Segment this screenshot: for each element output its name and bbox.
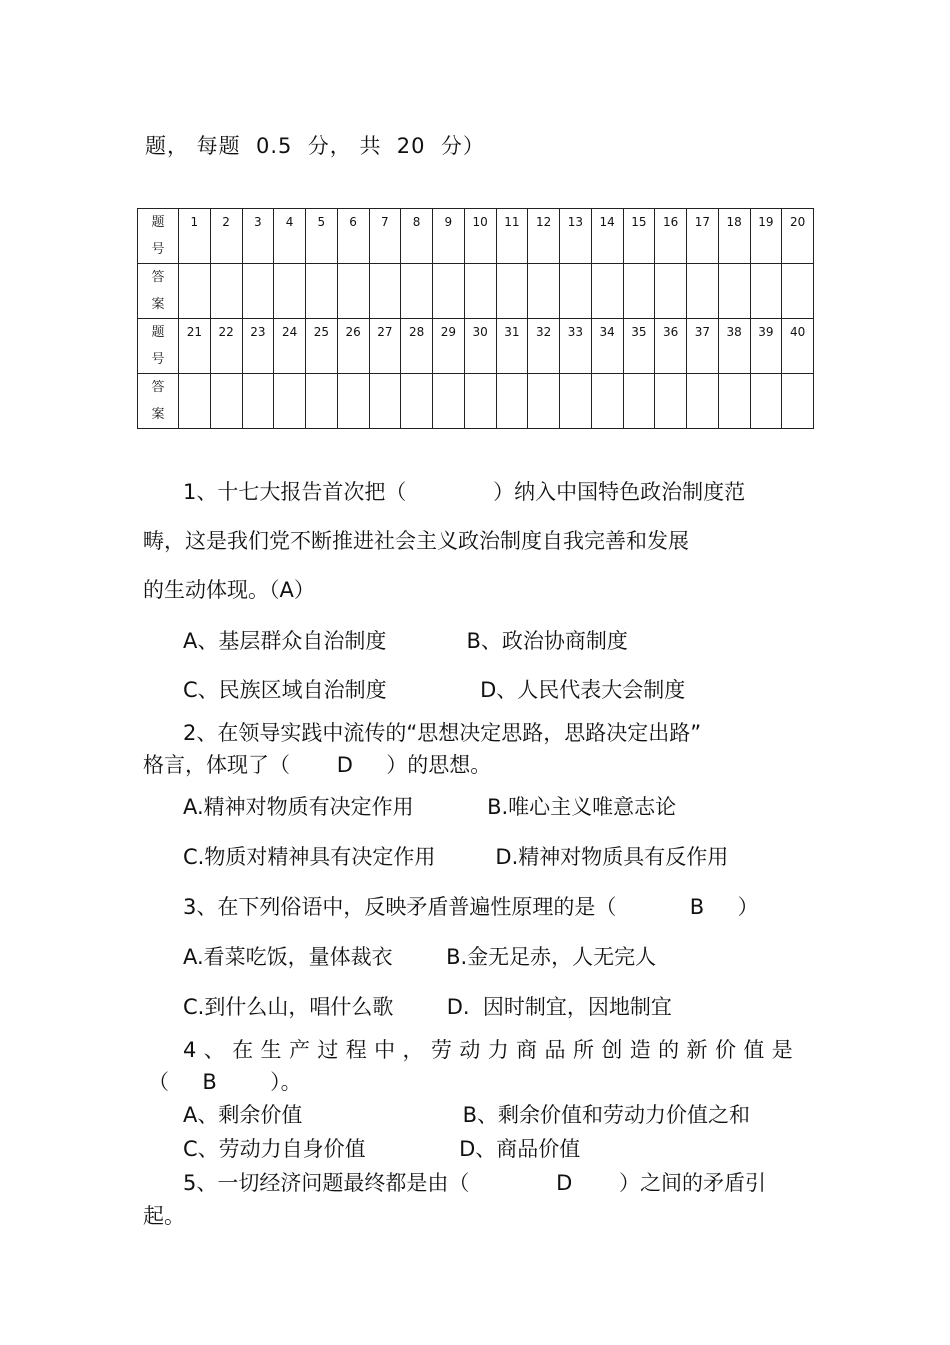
question-number-cell: 33 <box>560 319 592 374</box>
question-1-stem-line-3: 的生动体现。（A） <box>143 578 315 602</box>
answer-cell[interactable] <box>401 264 433 319</box>
answer-label: 答 案 <box>138 374 179 429</box>
question-number-cell: 39 <box>750 319 782 374</box>
question-number-label: 题 号 <box>138 319 179 374</box>
answer-cell[interactable] <box>528 374 560 429</box>
answer-cell[interactable] <box>306 374 338 429</box>
answer-cell[interactable] <box>337 264 369 319</box>
question-3-options-line-2: C.到什么山，唱什么歌 D. 因时制宜，因地制宜 <box>183 995 672 1019</box>
question-number-cell: 8 <box>401 209 433 264</box>
answer-cell[interactable] <box>274 264 306 319</box>
answer-cell[interactable] <box>274 374 306 429</box>
answer-cell[interactable] <box>306 264 338 319</box>
answer-cell[interactable] <box>464 374 496 429</box>
answer-cell[interactable] <box>242 374 274 429</box>
question-2-stem-line-2: 格言，体现了（ D ）的思想。 <box>143 753 492 777</box>
answer-cell[interactable] <box>210 374 242 429</box>
question-1-options-line-2: C、民族区域自治制度 D、人民代表大会制度 <box>183 678 686 702</box>
question-4-options-line-1: A、剩余价值 B、剩余价值和劳动力价值之和 <box>183 1103 750 1127</box>
question-number-cell: 25 <box>306 319 338 374</box>
question-number-cell: 15 <box>623 209 655 264</box>
question-number-cell: 30 <box>464 319 496 374</box>
question-number-cell: 6 <box>337 209 369 264</box>
answer-cell[interactable] <box>718 374 750 429</box>
question-number-label: 题 号 <box>138 209 179 264</box>
answer-cell[interactable] <box>591 264 623 319</box>
question-number-cell: 19 <box>750 209 782 264</box>
question-number-cell: 10 <box>464 209 496 264</box>
answer-cell[interactable] <box>401 374 433 429</box>
question-number-cell: 22 <box>210 319 242 374</box>
answer-cell[interactable] <box>433 374 465 429</box>
question-4-stem-line-1: 4、在生产过程中，劳动力商品所创造的新价值是 <box>183 1038 801 1062</box>
question-3-options-line-1: A.看菜吃饭，量体裁衣 B.金无足赤，人无完人 <box>183 945 657 969</box>
answer-cell[interactable] <box>750 264 782 319</box>
question-4-options-line-2: C、劳动力自身价值 D、商品价值 <box>183 1137 581 1161</box>
question-number-cell: 7 <box>369 209 401 264</box>
answer-label: 答 案 <box>138 264 179 319</box>
question-number-row-1 <box>138 209 814 264</box>
section-heading: 题， 每题 0.5 分， 共 20 分） <box>145 134 485 158</box>
answer-cell[interactable] <box>718 264 750 319</box>
question-number-cell: 37 <box>687 319 719 374</box>
question-number-cell: 36 <box>655 319 687 374</box>
answer-cell[interactable] <box>655 374 687 429</box>
question-1-options-line-1: A、基层群众自治制度 B、政治协商制度 <box>183 629 628 653</box>
question-number-cell: 13 <box>560 209 592 264</box>
answer-cell[interactable] <box>782 264 814 319</box>
answer-cell[interactable] <box>464 264 496 319</box>
answer-cell[interactable] <box>496 264 528 319</box>
answer-cell[interactable] <box>750 374 782 429</box>
question-number-cell: 23 <box>242 319 274 374</box>
answer-cell[interactable] <box>687 374 719 429</box>
question-number-cell: 1 <box>179 209 211 264</box>
question-1-stem-line-1: 1、十七大报告首次把（ ）纳入中国特色政治制度范 <box>183 480 746 504</box>
question-number-cell: 31 <box>496 319 528 374</box>
answer-cell[interactable] <box>591 374 623 429</box>
question-number-cell: 26 <box>337 319 369 374</box>
question-2-stem-line-1: 2、在领导实践中流传的“思想决定思路，思路决定出路” <box>183 721 702 745</box>
question-number-cell: 4 <box>274 209 306 264</box>
question-number-cell: 9 <box>433 209 465 264</box>
question-5-stem-line-2: 起。 <box>143 1204 185 1228</box>
answer-cell[interactable] <box>242 264 274 319</box>
question-number-cell: 34 <box>591 319 623 374</box>
question-number-cell: 16 <box>655 209 687 264</box>
question-number-cell: 24 <box>274 319 306 374</box>
question-4-stem-line-2: （ B ）。 <box>148 1070 302 1094</box>
answer-cell[interactable] <box>528 264 560 319</box>
question-number-cell: 17 <box>687 209 719 264</box>
answer-cell[interactable] <box>623 264 655 319</box>
question-number-cell: 35 <box>623 319 655 374</box>
answer-cell[interactable] <box>369 264 401 319</box>
question-number-cell: 18 <box>718 209 750 264</box>
answer-cell[interactable] <box>496 374 528 429</box>
question-number-cell: 3 <box>242 209 274 264</box>
answer-row-1 <box>138 264 814 319</box>
question-number-cell: 32 <box>528 319 560 374</box>
answer-sheet-table <box>137 208 814 429</box>
answer-cell[interactable] <box>687 264 719 319</box>
question-number-cell: 20 <box>782 209 814 264</box>
question-number-cell: 11 <box>496 209 528 264</box>
answer-row-2 <box>138 374 814 429</box>
question-number-row-2 <box>138 319 814 374</box>
answer-cell[interactable] <box>179 264 211 319</box>
answer-cell[interactable] <box>560 264 592 319</box>
answer-cell[interactable] <box>433 264 465 319</box>
answer-cell[interactable] <box>179 374 211 429</box>
question-number-cell: 21 <box>179 319 211 374</box>
answer-cell[interactable] <box>560 374 592 429</box>
question-2-options-line-1: A.精神对物质有决定作用 B.唯心主义唯意志论 <box>183 795 677 819</box>
answer-cell[interactable] <box>210 264 242 319</box>
question-number-cell: 2 <box>210 209 242 264</box>
question-number-cell: 14 <box>591 209 623 264</box>
question-number-cell: 28 <box>401 319 433 374</box>
answer-cell[interactable] <box>623 374 655 429</box>
question-number-cell: 40 <box>782 319 814 374</box>
question-number-cell: 38 <box>718 319 750 374</box>
answer-cell[interactable] <box>369 374 401 429</box>
question-number-cell: 5 <box>306 209 338 264</box>
question-1-stem-line-2: 畴，这是我们党不断推进社会主义政治制度自我完善和发展 <box>143 529 689 553</box>
question-5-stem-line-1: 5、一切经济问题最终都是由（ D ）之间的矛盾引 <box>183 1171 767 1195</box>
answer-cell[interactable] <box>337 374 369 429</box>
question-3-stem-line-1: 3、在下列俗语中，反映矛盾普遍性原理的是（ B ） <box>183 895 759 919</box>
answer-cell[interactable] <box>655 264 687 319</box>
answer-cell[interactable] <box>782 374 814 429</box>
question-number-cell: 29 <box>433 319 465 374</box>
question-2-options-line-2: C.物质对精神具有决定作用 D.精神对物质具有反作用 <box>183 845 729 869</box>
question-number-cell: 27 <box>369 319 401 374</box>
question-number-cell: 12 <box>528 209 560 264</box>
